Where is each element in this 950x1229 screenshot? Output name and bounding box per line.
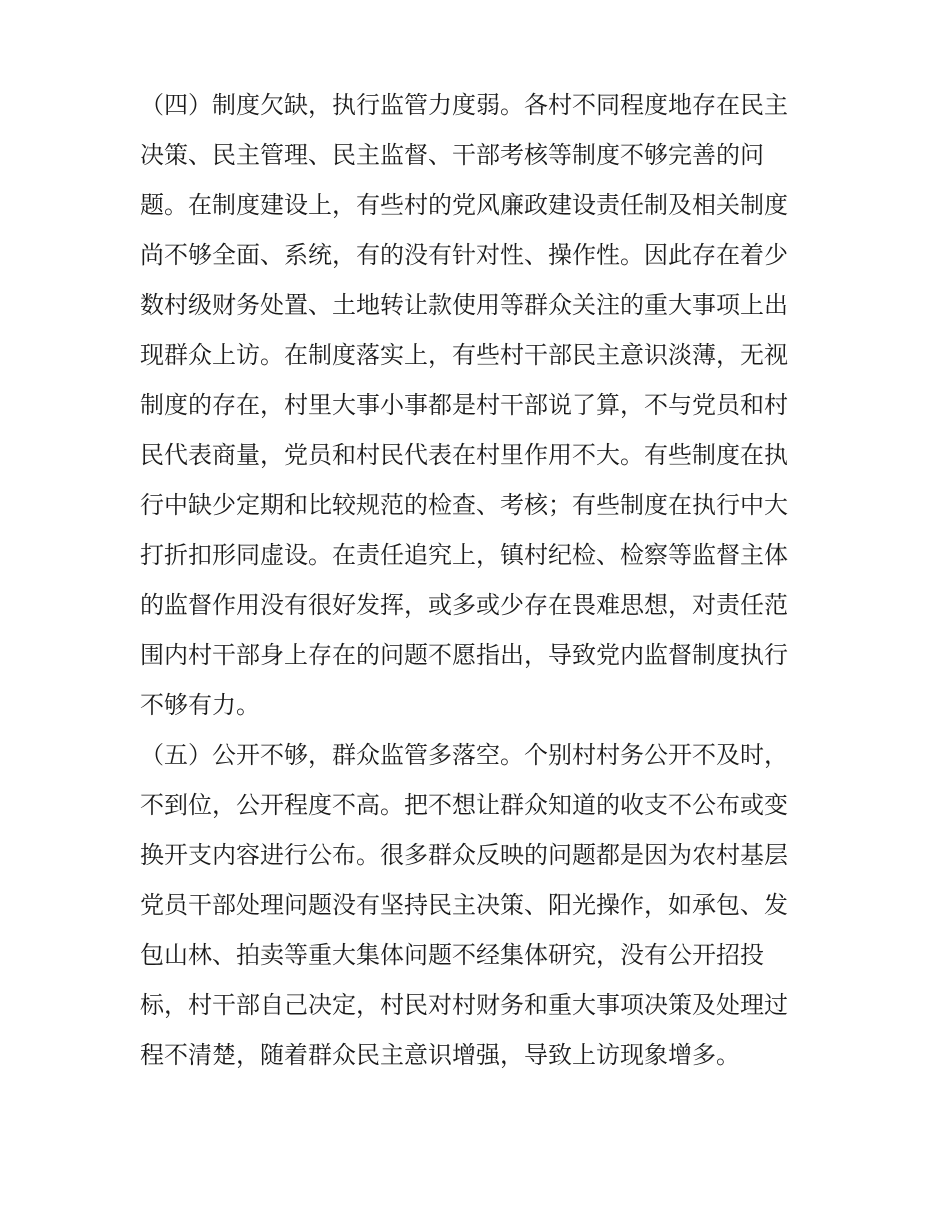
text-line: 的监督作用没有很好发挥，或多或少存在畏难思想，对责任范 <box>140 591 788 619</box>
text-line: 围内村干部身上存在的问题不愿指出，导致党内监督制度执行 <box>140 641 788 669</box>
text-line: 题。在制度建设上，有些村的党风廉政建设责任制及相关制度 <box>140 191 788 219</box>
text-line: （五）公开不够，群众监管多落空。个别村村务公开不及时， <box>140 741 788 769</box>
document-body <box>140 80 812 1080</box>
text-line: 尚不够全面、系统，有的没有针对性、操作性。因此存在着少 <box>140 241 788 269</box>
text-line: 不到位，公开程度不高。把不想让群众知道的收支不公布或变 <box>140 791 788 819</box>
paragraph-section-four <box>140 80 812 730</box>
text-line: 包山林、拍卖等重大集体问题不经集体研究，没有公开招投 <box>140 941 764 969</box>
text-line: 数村级财务处置、土地转让款使用等群众关注的重大事项上出 <box>140 291 788 319</box>
text-line: 民代表商量，党员和村民代表在村里作用不大。有些制度在执 <box>140 441 788 469</box>
text-line: 标，村干部自己决定，村民对村财务和重大事项决策及处理过 <box>140 991 788 1019</box>
text-line: （四）制度欠缺，执行监管力度弱。各村不同程度地存在民主 <box>140 91 788 119</box>
text-line: 打折扣形同虚设。在责任追究上，镇村纪检、检察等监督主体 <box>140 541 788 569</box>
text-line: 行中缺少定期和比较规范的检查、考核；有些制度在执行中大 <box>140 491 788 519</box>
text-line: 现群众上访。在制度落实上，有些村干部民主意识淡薄，无视 <box>140 341 788 369</box>
text-line: 决策、民主管理、民主监督、干部考核等制度不够完善的问 <box>140 141 764 169</box>
text-line: 换开支内容进行公布。很多群众反映的问题都是因为农村基层 <box>140 841 788 869</box>
text-line: 党员干部处理问题没有坚持民主决策、阳光操作，如承包、发 <box>140 891 788 919</box>
text-line: 程不清楚，随着群众民主意识增强，导致上访现象增多。 <box>140 1041 740 1069</box>
paragraph-section-five <box>140 730 812 1080</box>
text-line: 制度的存在，村里大事小事都是村干部说了算，不与党员和村 <box>140 391 788 419</box>
text-line: 不够有力。 <box>140 691 260 719</box>
